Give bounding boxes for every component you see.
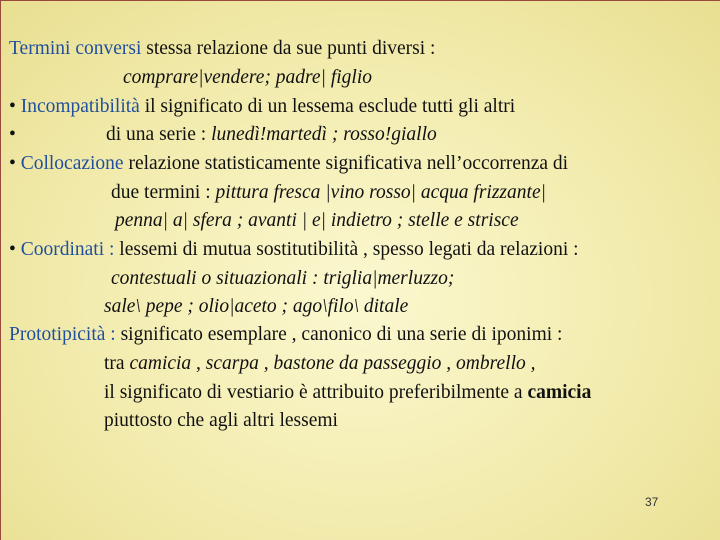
example-text: comprare|vendere; padre| figlio (123, 67, 372, 88)
line-contestuali (111, 267, 454, 291)
term-collocazione: Collocazione (20, 153, 124, 174)
line-serie-content (106, 123, 437, 147)
line-example-conversi (123, 66, 372, 90)
bullet: • (9, 239, 16, 260)
line-vestiario (104, 381, 591, 405)
definition-text: due termini : (111, 182, 216, 203)
definition-text: tra (104, 353, 130, 374)
definition-text: stessa relazione da sue punti diversi : (141, 38, 436, 59)
definition-text: piuttosto che agli altri lessemi (104, 410, 338, 431)
bullet: • (9, 96, 16, 117)
term-prototipicita: Prototipicità : (9, 324, 116, 345)
example-text: penna| a| sfera ; avanti | e| indietro ; stelle e strisce (115, 210, 519, 231)
line-serie (9, 123, 609, 147)
example-text: pittura fresca |vino rosso| acqua frizzante| (215, 182, 546, 203)
line-incompatibilita (9, 95, 515, 119)
line-coordinati (9, 238, 579, 262)
bullet: • (9, 153, 16, 174)
line-example-collocazione (115, 209, 519, 233)
example-text: contestuali o situazionali : triglia|merluzzo; (111, 268, 455, 289)
definition-text: il significato di un lessema esclude tutti gli altri (139, 96, 516, 117)
example-text: sale\ pepe ; olio|aceto ; ago\filo\ ditale (104, 296, 409, 317)
definition-text: lessemi di mutua sostitutibilità , spesso legati da relazioni : (114, 239, 579, 260)
definition-text: il significato di vestiario è attribuito preferibilmente a (104, 382, 528, 403)
line-termini-conversi (9, 37, 435, 61)
emphasis-text: camicia (527, 382, 592, 403)
bullet: • (9, 124, 16, 145)
line-prototipicita (9, 323, 562, 347)
term-termini-conversi: Termini conversi (9, 38, 142, 59)
line-altri-lessemi (104, 409, 338, 433)
line-due-termini (111, 181, 546, 205)
definition-text: relazione statisticamente significativa nell’occorrenza di (123, 153, 569, 174)
line-example-coordinati (104, 295, 408, 319)
example-text: camicia , scarpa , bastone da passeggio , ombrello , (129, 353, 536, 374)
page-number: 37 (645, 495, 659, 509)
line-example-prototipicita (104, 352, 536, 376)
definition-text: significato esemplare , canonico di una serie di iponimi : (115, 324, 563, 345)
term-coordinati: Coordinati : (20, 239, 115, 260)
term-incompatibilita: Incompatibilità (20, 96, 140, 117)
definition-text: di una serie : (106, 124, 212, 145)
example-text: lunedì!martedì ; rosso!giallo (211, 124, 437, 145)
line-collocazione (9, 152, 568, 176)
